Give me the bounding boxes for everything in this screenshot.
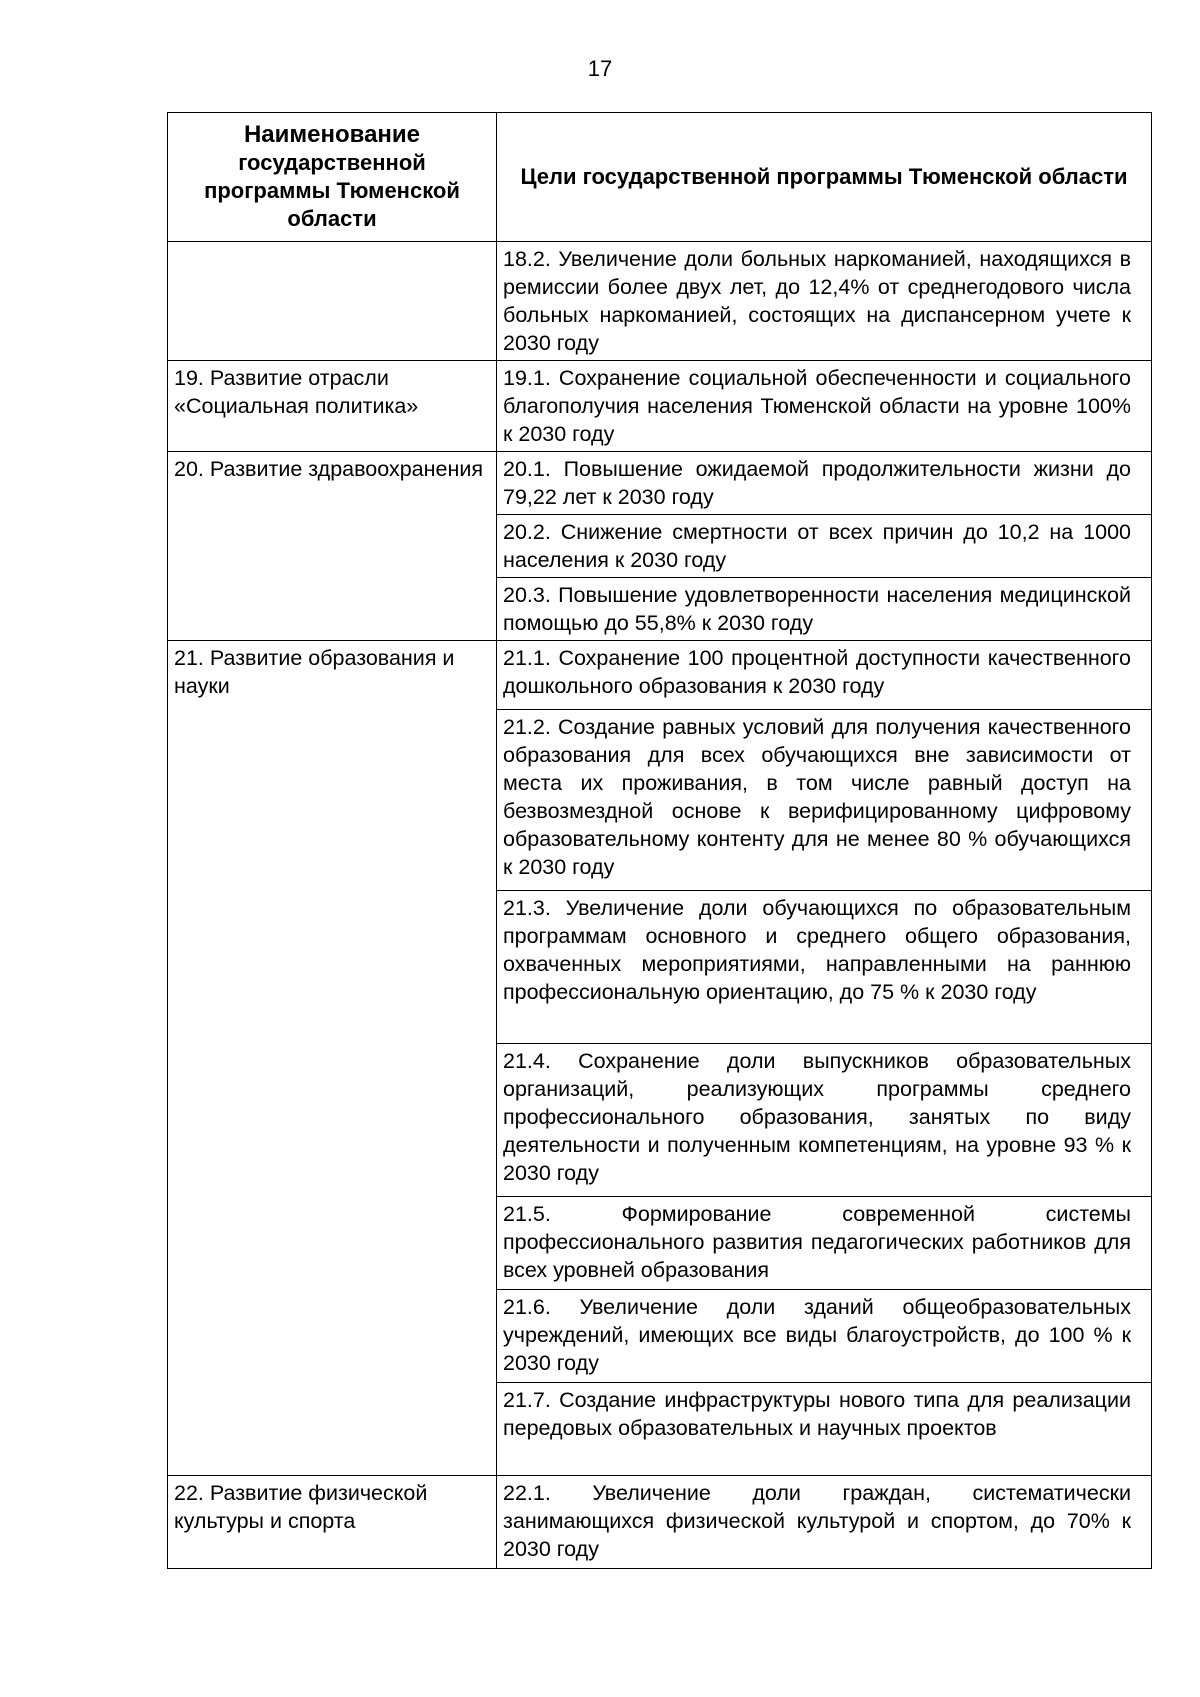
- table-row: [168, 1476, 1152, 1569]
- goal-18-2: 18.2. Увеличение доли больных наркоманией, находящихся в ремиссии более двух лет, до 12,4% от среднегодового числа больных наркоманией, состоящих на диспансерном учете к 2030 году: [497, 242, 1152, 361]
- table-row: [168, 361, 1152, 452]
- table-row: [168, 242, 1152, 361]
- goal-21-2: 21.2. Создание равных условий для получения качественного образования для всех обучающихся вне зависимости от места их проживания, в том числе равный доступ на безвозмездной основе к верифицированному цифровому образовательному контенту для не менее 80 % обучающихся к 2030 году: [497, 710, 1152, 891]
- goal-19-1: 19.1. Сохранение социальной обеспеченности и социального благополучия населения Тюменской области на уровне 100% к 2030 году: [497, 361, 1152, 452]
- header-goals: Цели государственной программы Тюменской области: [497, 113, 1152, 242]
- header-program-name: [168, 113, 497, 242]
- table-header-row: [168, 113, 1152, 242]
- program-20: 20. Развитие здравоохранения: [168, 452, 497, 641]
- program-19: 19. Развитие отрасли «Социальная политика»: [168, 361, 497, 452]
- table-row: [168, 452, 1152, 515]
- page-number: 17: [587, 56, 613, 81]
- goal-21-5: 21.5. Формирование современной системы профессионального развития педагогических работников для всех уровней образования: [497, 1197, 1152, 1290]
- header-program-name-line1: Наименование: [243, 121, 421, 148]
- goal-21-3: 21.3. Увеличение доли обучающихся по образовательным программам основного и среднего общего образования, охваченных мероприятиями, направленными на раннюю профессиональную ориентацию, до 75 % к 2030 году: [497, 891, 1152, 1044]
- goal-21-7: 21.7. Создание инфраструктуры нового типа для реализации передовых образовательных и научных проектов: [497, 1383, 1152, 1476]
- programs-goals-table: [167, 112, 1152, 1569]
- header-program-name-rest: государственной программы Тюменской области: [204, 150, 460, 231]
- goal-20-1: 20.1. Повышение ожидаемой продолжительности жизни до 79,22 лет к 2030 году: [497, 452, 1152, 515]
- goal-21-4: 21.4. Сохранение доли выпускников образовательных организаций, реализующих программы среднего профессионального образования, занятых по виду деятельности и полученным компетенциям, на уровне 93 % к 2030 году: [497, 1044, 1152, 1197]
- goal-21-6: 21.6. Увеличение доли зданий общеобразовательных учреждений, имеющих все виды благоустройств, до 100 % к 2030 году: [497, 1290, 1152, 1383]
- table-row: [168, 641, 1152, 710]
- goal-21-1: 21.1. Сохранение 100 процентной доступности качественного дошкольного образования к 2030 году: [497, 641, 1152, 710]
- program-22: 22. Развитие физической культуры и спорта: [168, 1476, 497, 1569]
- program-21: 21. Развитие образования и науки: [168, 641, 497, 1476]
- goal-20-3: 20.3. Повышение удовлетворенности населения медицинской помощью до 55,8% к 2030 году: [497, 578, 1152, 641]
- goal-20-2: 20.2. Снижение смертности от всех причин до 10,2 на 1000 населения к 2030 году: [497, 515, 1152, 578]
- program-cell-empty: [168, 242, 497, 361]
- goal-22-1: 22.1. Увеличение доли граждан, систематически занимающихся физической культурой и спортом, до 70% к 2030 году: [497, 1476, 1152, 1569]
